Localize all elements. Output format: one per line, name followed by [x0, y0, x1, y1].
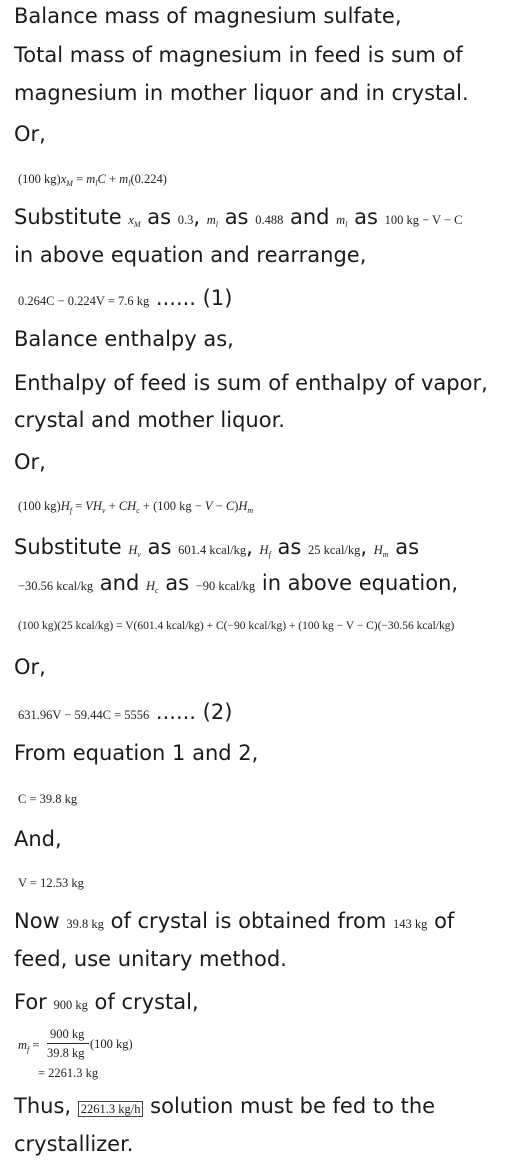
text-line: Or, — [14, 450, 46, 474]
text-line: Total mass of magnesium in feed is sum of — [14, 43, 463, 67]
text-line: Balance mass of magnesium sulfate, — [14, 4, 402, 28]
text-line: −30.56 kcal/kg and $H_c$ as −90 kcal/kg in above equation, — [18, 571, 459, 595]
fraction-multiplier: (100 kg) — [90, 1037, 133, 1051]
text-line: Or, — [14, 122, 46, 146]
final-answer-box: 2261.3 kg/h — [78, 1101, 144, 1117]
equation-2: 631.96V − 59.44C = 5556 ...... (2) — [18, 700, 233, 724]
text-line: For 900 kg of crystal, — [14, 990, 199, 1014]
text-line: And, — [14, 827, 62, 851]
text-line: Substitute $H_v$ as 601.4 kcal/kg, $H_f$ as 25 kcal/kg, $H_m$ as — [14, 535, 420, 559]
text-line: crystallizer. — [14, 1132, 134, 1156]
equation-1: 0.264C − 0.224V = 7.6 kg ...... (1) — [18, 286, 233, 310]
text-line: Enthalpy of feed is sum of enthalpy of vapor, — [14, 371, 488, 395]
equation-vapor-mass: V = 12.53 kg — [18, 876, 84, 890]
equation-mass-balance: (100 $kg)x_M = m_lC + m_l(0.224)$ — [18, 172, 167, 188]
feed-mass-symbol: $m_f$ = — [18, 1038, 40, 1054]
feed-mass-result: = 2261.3 kg — [38, 1066, 99, 1080]
text-line: Or, — [14, 655, 46, 679]
text-line: feed, use unitary method. — [14, 947, 287, 971]
fraction-numerator: 900 kg — [50, 1027, 85, 1041]
text-line: crystal and mother liquor. — [14, 408, 285, 432]
text-line: Thus, 2261.3 kg/h solution must be fed to the — [14, 1094, 436, 1118]
fraction-bar — [47, 1043, 89, 1044]
equation-crystal-mass: C = 39.8 kg — [18, 792, 78, 806]
text-line: in above equation and rearrange, — [14, 243, 367, 267]
fraction-denominator: 39.8 kg — [47, 1046, 85, 1060]
text-line: Balance enthalpy as, — [14, 327, 234, 351]
text-line: From equation 1 and 2, — [14, 741, 259, 765]
equation-enthalpy-substituted: (100 kg)(25 kcal/kg) = V(601.4 kcal/kg) + C(−90 kcal/kg) + (100 kg − V − C)(−30.56 kcal/kg) — [18, 620, 455, 632]
text-line: Now 39.8 kg of crystal is obtained from 143 kg of — [14, 909, 455, 933]
equation-enthalpy-balance: (100 $kg)H_f = VH_v + CH_c + (100$ kg − $V - C)H_m$ — [18, 499, 254, 515]
text-line: Substitute $x_M$ as 0.3, $m_l$ as 0.488 and $m_l$ as 100 kg − V − C — [14, 205, 463, 229]
text-line: magnesium in mother liquor and in crystal. — [14, 81, 469, 105]
